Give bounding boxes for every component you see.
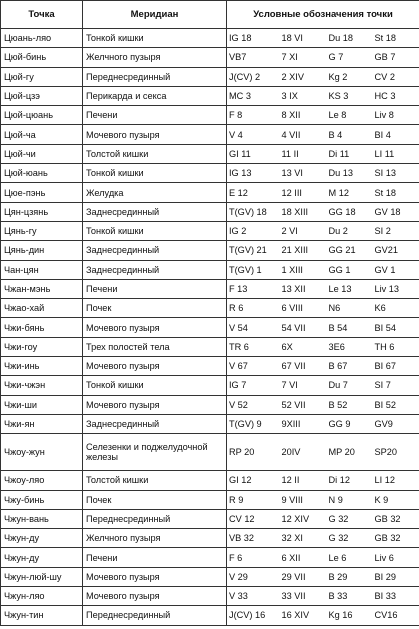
symbol-cell-2: 2 XIV xyxy=(280,67,327,86)
symbol-cell-4: GV 18 xyxy=(373,202,419,221)
point-cell: Чжао-хай xyxy=(1,299,83,318)
meridian-cell: Печени xyxy=(83,106,227,125)
symbol-cell-4: SI 2 xyxy=(373,221,419,240)
symbol-cell-3: GG 9 xyxy=(327,414,373,433)
symbol-cell-2: 4 VII xyxy=(280,125,327,144)
symbol-cell-3: M 12 xyxy=(327,183,373,202)
table-body xyxy=(1,29,419,626)
meridian-cell: Тонкой кишки xyxy=(83,29,227,48)
meridian-cell: Желудка xyxy=(83,183,227,202)
symbol-cell-2: 12 III xyxy=(280,183,327,202)
symbol-cell-1: J(CV) 16 xyxy=(227,606,280,625)
table-row xyxy=(1,86,419,105)
symbol-cell-1: T(GV) 21 xyxy=(227,241,280,260)
symbol-cell-1: MC 3 xyxy=(227,86,280,105)
table-row xyxy=(1,125,419,144)
symbol-cell-1: IG 18 xyxy=(227,29,280,48)
symbol-cell-1: V 4 xyxy=(227,125,280,144)
meridian-cell: Мочевого пузыря xyxy=(83,395,227,414)
symbol-cell-4: HC 3 xyxy=(373,86,419,105)
symbol-cell-1: R 9 xyxy=(227,490,280,509)
meridian-cell: Тонкой кишки xyxy=(83,221,227,240)
symbol-cell-4: GB 32 xyxy=(373,529,419,548)
table-row xyxy=(1,606,419,625)
meridian-cell: Тонкой кишки xyxy=(83,376,227,395)
symbol-cell-2: 6 VIII xyxy=(280,299,327,318)
table-row xyxy=(1,241,419,260)
meridian-cell: Почек xyxy=(83,490,227,509)
point-cell: Цюань-ляо xyxy=(1,29,83,48)
symbol-cell-1: T(GV) 18 xyxy=(227,202,280,221)
symbol-cell-3: B 29 xyxy=(327,567,373,586)
point-cell: Чжун-ляо xyxy=(1,587,83,606)
symbol-cell-3: Le 8 xyxy=(327,106,373,125)
meridian-cell: Мочевого пузыря xyxy=(83,318,227,337)
table-row xyxy=(1,106,419,125)
symbol-cell-3: N6 xyxy=(327,299,373,318)
table-row xyxy=(1,529,419,548)
symbol-cell-4: TH 6 xyxy=(373,337,419,356)
symbol-cell-4: Liv 6 xyxy=(373,548,419,567)
table-row xyxy=(1,434,419,471)
symbol-cell-4: K 9 xyxy=(373,490,419,509)
symbol-cell-3: GG 21 xyxy=(327,241,373,260)
meridian-cell: Заднесрединный xyxy=(83,202,227,221)
point-cell: Чжун-ду xyxy=(1,548,83,567)
symbol-cell-2: 33 VII xyxy=(280,587,327,606)
symbol-cell-1: IG 13 xyxy=(227,164,280,183)
symbol-cell-2: 7 VI xyxy=(280,376,327,395)
symbol-cell-4: BI 52 xyxy=(373,395,419,414)
table-row xyxy=(1,471,419,490)
symbol-cell-1: E 12 xyxy=(227,183,280,202)
symbol-cell-1: CV 12 xyxy=(227,509,280,528)
table-row xyxy=(1,490,419,509)
meridian-cell: Желчного пузыря xyxy=(83,529,227,548)
symbol-cell-1: T(GV) 1 xyxy=(227,260,280,279)
symbol-cell-4: BI 33 xyxy=(373,587,419,606)
symbol-cell-4: BI 67 xyxy=(373,357,419,376)
point-cell: Чжи-ян xyxy=(1,414,83,433)
symbol-cell-3: Kg 16 xyxy=(327,606,373,625)
symbol-cell-4: SI 7 xyxy=(373,376,419,395)
symbol-cell-1: IG 2 xyxy=(227,221,280,240)
point-cell: Цюе-пэнь xyxy=(1,183,83,202)
table-header-row xyxy=(1,1,419,29)
symbol-cell-2: 13 XII xyxy=(280,279,327,298)
table-row xyxy=(1,337,419,356)
symbol-cell-1: V 29 xyxy=(227,567,280,586)
symbol-cell-1: V 52 xyxy=(227,395,280,414)
symbol-cell-3: G 32 xyxy=(327,529,373,548)
table-row xyxy=(1,357,419,376)
symbol-cell-2: 9XIII xyxy=(280,414,327,433)
symbol-cell-2: 67 VII xyxy=(280,357,327,376)
symbol-cell-2: 8 XII xyxy=(280,106,327,125)
symbol-cell-1: F 6 xyxy=(227,548,280,567)
symbol-cell-1: V 67 xyxy=(227,357,280,376)
symbol-cell-2: 18 VI xyxy=(280,29,327,48)
symbol-cell-4: K6 xyxy=(373,299,419,318)
symbol-cell-4: BI 29 xyxy=(373,567,419,586)
symbol-cell-2: 18 XIII xyxy=(280,202,327,221)
symbol-cell-2: 32 XI xyxy=(280,529,327,548)
symbol-cell-4: GV9 xyxy=(373,414,419,433)
meridian-cell: Мочевого пузыря xyxy=(83,567,227,586)
table-row xyxy=(1,376,419,395)
meridian-cell: Перикарда и секса xyxy=(83,86,227,105)
symbol-cell-3: N 9 xyxy=(327,490,373,509)
symbol-cell-1: VB 32 xyxy=(227,529,280,548)
symbol-cell-3: Du 18 xyxy=(327,29,373,48)
symbol-cell-3: G 7 xyxy=(327,48,373,67)
symbol-cell-3: G 32 xyxy=(327,509,373,528)
symbol-cell-3: Le 13 xyxy=(327,279,373,298)
header-point: Точка xyxy=(1,1,83,29)
symbol-cell-4: LI 11 xyxy=(373,144,419,163)
meridian-cell: Мочевого пузыря xyxy=(83,587,227,606)
table-row xyxy=(1,279,419,298)
header-meridian: Меридиан xyxy=(83,1,227,29)
symbol-cell-4: GV21 xyxy=(373,241,419,260)
symbol-cell-3: GG 18 xyxy=(327,202,373,221)
symbol-cell-3: KS 3 xyxy=(327,86,373,105)
meridian-cell: Толстой кишки xyxy=(83,471,227,490)
point-cell: Чжан-мэнь xyxy=(1,279,83,298)
symbol-cell-3: Kg 2 xyxy=(327,67,373,86)
symbol-cell-1: V 33 xyxy=(227,587,280,606)
symbol-cell-4: GV 1 xyxy=(373,260,419,279)
symbol-cell-1: GI 11 xyxy=(227,144,280,163)
symbol-cell-1: TR 6 xyxy=(227,337,280,356)
point-cell: Цюй-юань xyxy=(1,164,83,183)
symbol-cell-4: CV 2 xyxy=(373,67,419,86)
symbol-cell-3: MP 20 xyxy=(327,434,373,471)
meridian-cell: Желчного пузыря xyxy=(83,48,227,67)
symbol-cell-2: 11 II xyxy=(280,144,327,163)
meridian-cell: Мочевого пузыря xyxy=(83,357,227,376)
symbol-cell-2: 9 VIII xyxy=(280,490,327,509)
symbol-cell-3: B 67 xyxy=(327,357,373,376)
symbol-cell-4: GB 7 xyxy=(373,48,419,67)
symbol-cell-1: RP 20 xyxy=(227,434,280,471)
symbol-cell-4: LI 12 xyxy=(373,471,419,490)
symbol-cell-4: CV16 xyxy=(373,606,419,625)
symbol-cell-2: 7 XI xyxy=(280,48,327,67)
meridian-cell: Печени xyxy=(83,548,227,567)
meridian-cell: Селезенки и поджелудочной железы xyxy=(83,434,227,471)
symbol-cell-2: 21 XIII xyxy=(280,241,327,260)
symbol-cell-4: SI 13 xyxy=(373,164,419,183)
table-row xyxy=(1,48,419,67)
symbol-cell-1: GI 12 xyxy=(227,471,280,490)
symbol-cell-4: Liv 8 xyxy=(373,106,419,125)
symbol-cell-4: GB 32 xyxy=(373,509,419,528)
symbol-cell-2: 1 XIII xyxy=(280,260,327,279)
symbol-cell-2: 2 VI xyxy=(280,221,327,240)
symbol-cell-4: BI 54 xyxy=(373,318,419,337)
symbol-cell-1: VB7 xyxy=(227,48,280,67)
symbol-cell-2: 54 VII xyxy=(280,318,327,337)
point-cell: Цюй-цзэ xyxy=(1,86,83,105)
point-cell: Чжун-тин xyxy=(1,606,83,625)
symbol-cell-4: Liv 13 xyxy=(373,279,419,298)
symbol-cell-4: BI 4 xyxy=(373,125,419,144)
point-cell: Чжи-ши xyxy=(1,395,83,414)
symbol-cell-2: 52 VII xyxy=(280,395,327,414)
symbol-cell-1: R 6 xyxy=(227,299,280,318)
symbol-cell-1: IG 7 xyxy=(227,376,280,395)
symbol-cell-3: Di 12 xyxy=(327,471,373,490)
symbol-cell-2: 12 II xyxy=(280,471,327,490)
table-row xyxy=(1,29,419,48)
meridian-cell: Переднесрединный xyxy=(83,509,227,528)
point-cell: Цюй-чи xyxy=(1,144,83,163)
symbol-cell-2: 6 XII xyxy=(280,548,327,567)
meridian-cell: Заднесрединный xyxy=(83,241,227,260)
table-row xyxy=(1,144,419,163)
point-cell: Цянь-гу xyxy=(1,221,83,240)
symbol-cell-3: GG 1 xyxy=(327,260,373,279)
point-cell: Цян-цзянь xyxy=(1,202,83,221)
symbol-cell-1: V 54 xyxy=(227,318,280,337)
point-cell: Цянь-дин xyxy=(1,241,83,260)
table-row xyxy=(1,299,419,318)
symbol-cell-3: B 33 xyxy=(327,587,373,606)
point-cell: Чжун-люй-шу xyxy=(1,567,83,586)
point-cell: Чжи-бянь xyxy=(1,318,83,337)
point-cell: Чжун-вань xyxy=(1,509,83,528)
symbol-cell-1: J(CV) 2 xyxy=(227,67,280,86)
table-row xyxy=(1,202,419,221)
meridian-cell: Печени xyxy=(83,279,227,298)
table-row xyxy=(1,221,419,240)
table-row xyxy=(1,395,419,414)
meridian-cell: Заднесрединный xyxy=(83,260,227,279)
symbol-cell-2: 29 VII xyxy=(280,567,327,586)
symbol-cell-2: 20IV xyxy=(280,434,327,471)
point-cell: Цюй-ча xyxy=(1,125,83,144)
symbol-cell-3: B 4 xyxy=(327,125,373,144)
symbol-cell-2: 3 IX xyxy=(280,86,327,105)
symbol-cell-4: St 18 xyxy=(373,29,419,48)
header-symbols: Условные обозначения точки xyxy=(227,1,419,29)
table-row xyxy=(1,318,419,337)
meridian-cell: Тонкой кишки xyxy=(83,164,227,183)
symbol-cell-3: 3E6 xyxy=(327,337,373,356)
symbol-cell-2: 12 XIV xyxy=(280,509,327,528)
symbol-cell-3: Du 13 xyxy=(327,164,373,183)
point-cell: Чжи-инь xyxy=(1,357,83,376)
symbol-cell-3: Du 7 xyxy=(327,376,373,395)
point-cell: Цюй-бинь xyxy=(1,48,83,67)
point-cell: Чжи-чжэн xyxy=(1,376,83,395)
meridian-cell: Переднесрединный xyxy=(83,67,227,86)
point-cell: Чжун-ду xyxy=(1,529,83,548)
symbol-cell-3: B 52 xyxy=(327,395,373,414)
table-row xyxy=(1,567,419,586)
meridian-cell: Заднесрединный xyxy=(83,414,227,433)
symbol-cell-4: SP20 xyxy=(373,434,419,471)
symbol-cell-2: 13 VI xyxy=(280,164,327,183)
table-row xyxy=(1,183,419,202)
symbol-cell-3: B 54 xyxy=(327,318,373,337)
meridian-cell: Почек xyxy=(83,299,227,318)
symbol-cell-2: 16 XIV xyxy=(280,606,327,625)
table-row xyxy=(1,164,419,183)
symbol-cell-3: Le 6 xyxy=(327,548,373,567)
meridian-cell: Мочевого пузыря xyxy=(83,125,227,144)
symbol-cell-1: T(GV) 9 xyxy=(227,414,280,433)
table-row xyxy=(1,414,419,433)
table-row xyxy=(1,67,419,86)
symbol-cell-2: 6X xyxy=(280,337,327,356)
point-cell: Чжи-гоу xyxy=(1,337,83,356)
point-cell: Чжоу-ляо xyxy=(1,471,83,490)
point-cell: Чжоу-жун xyxy=(1,434,83,471)
symbol-cell-3: Du 2 xyxy=(327,221,373,240)
meridian-cell: Переднесрединный xyxy=(83,606,227,625)
point-cell: Чан-цян xyxy=(1,260,83,279)
symbol-cell-4: St 18 xyxy=(373,183,419,202)
meridian-cell: Трех полостей тела xyxy=(83,337,227,356)
meridian-cell: Толстой кишки xyxy=(83,144,227,163)
point-cell: Чжу-бинь xyxy=(1,490,83,509)
symbol-cell-1: F 8 xyxy=(227,106,280,125)
point-cell: Цюй-гу xyxy=(1,67,83,86)
symbol-cell-1: F 13 xyxy=(227,279,280,298)
table-row xyxy=(1,260,419,279)
symbol-cell-3: Di 11 xyxy=(327,144,373,163)
point-cell: Цюй-цюань xyxy=(1,106,83,125)
table-row xyxy=(1,509,419,528)
table-row xyxy=(1,587,419,606)
table-row xyxy=(1,548,419,567)
